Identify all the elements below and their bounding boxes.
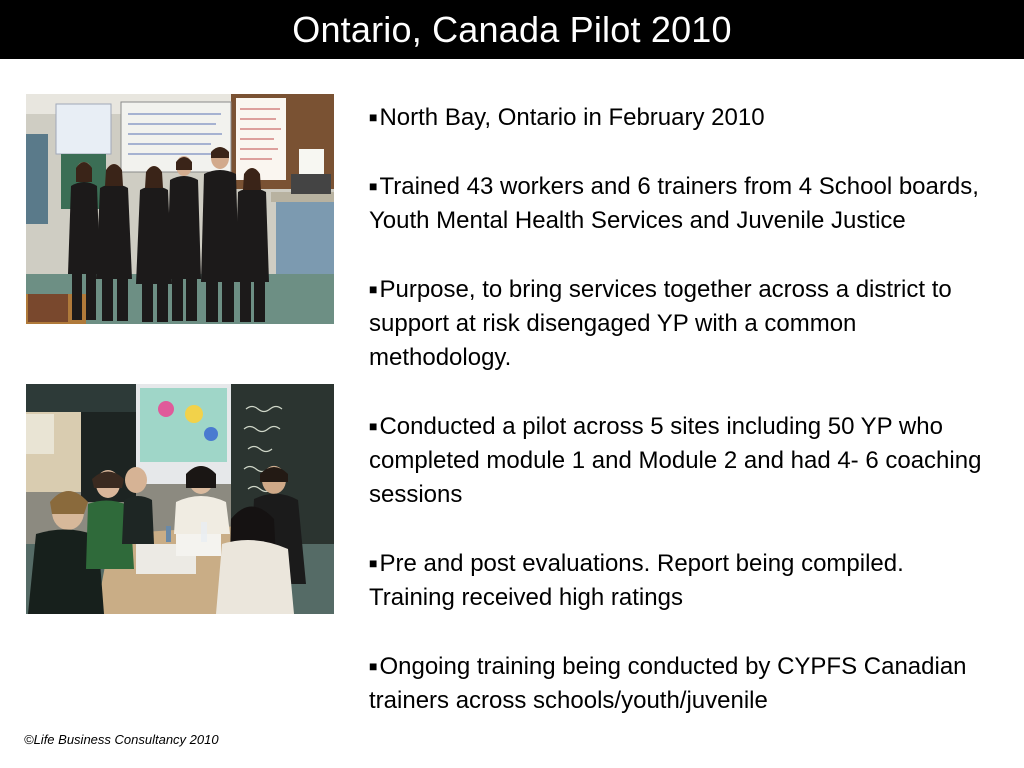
bullet-text: Ongoing training being conducted by CYPFS Canadian trainers across schools/youth/juvenile — [369, 653, 967, 714]
bullet-item — [369, 409, 989, 512]
bullet-list — [369, 100, 989, 718]
slide-title: Ontario, Canada Pilot 2010 — [292, 8, 732, 50]
bullet-text: Pre and post evaluations. Report being compiled. Training received high ratings — [369, 550, 904, 611]
bullet-marker-icon: ■ — [369, 418, 378, 434]
bullet-item — [369, 100, 989, 135]
title-bar — [0, 0, 1024, 59]
bullet-text: North Bay, Ontario in February 2010 — [379, 104, 765, 131]
bullet-marker-icon: ■ — [369, 658, 378, 674]
students-photo — [26, 384, 334, 614]
bullet-marker-icon: ■ — [369, 109, 378, 125]
bullet-text: Purpose, to bring services together across a district to support at risk disengaged YP with a common methodology. — [369, 276, 952, 371]
bullet-marker-icon: ■ — [369, 178, 378, 194]
bullet-item — [369, 546, 989, 615]
bullet-marker-icon: ■ — [369, 281, 378, 297]
bullet-text: Trained 43 workers and 6 trainers from 4 School boards, Youth Mental Health Services and Juvenile Justice — [369, 173, 979, 234]
bullet-text: Conducted a pilot across 5 sites including 50 YP who completed module 1 and Module 2 and had 4- 6 coaching sessions — [369, 413, 982, 508]
bullet-marker-icon: ■ — [369, 555, 378, 571]
copyright-footer: ©Life Business Consultancy 2010 — [24, 732, 219, 747]
group-photo — [26, 94, 334, 324]
bullet-item — [369, 649, 989, 718]
bullet-item — [369, 272, 989, 375]
bullet-item — [369, 169, 989, 238]
